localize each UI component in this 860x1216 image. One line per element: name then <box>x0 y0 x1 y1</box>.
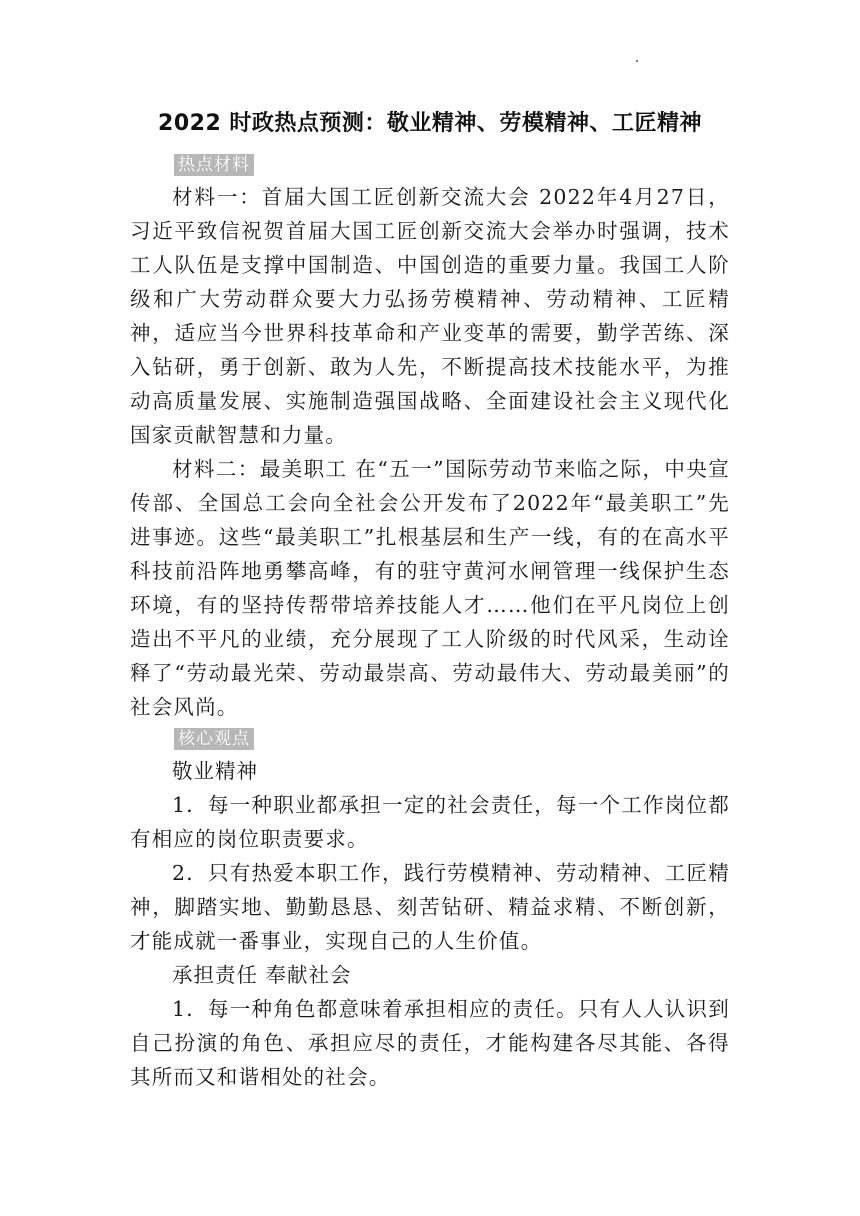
material-one-paragraph <box>130 180 730 452</box>
heading-responsibility: 承担责任 奉献社会 <box>172 963 352 987</box>
point-two: 2．只有热爱本职工作，践行劳模精神、劳动精神、工匠精神，脚踏实地、勤勤恳恳、刻苦钻研、精益求精、不断创新，才能成就一番事业，实现自己的人生价值。 <box>130 861 730 953</box>
material-two-text: 在“五一”国际劳动节来临之际，中央宣传部、全国总工会向全社会公开发布了2022年“最美职工”先进事迹。这些“最美职工”扎根基层和生产一线，有的在高水平科技前沿阵地勇攀高峰，有的驻守黄河水闸管理一线保护生态环境，有的坚持传帮带培养技能人才……他们在平凡岗位上创造出不平凡的业绩，充分展现了工人阶级的时代风采，生动诠释了“劳动最光荣、劳动最崇高、劳动最伟大、劳动最美丽”的社会风尚。 <box>130 457 730 719</box>
point-three: 1．每一种角色都意味着承担相应的责任。只有人人认识到自己扮演的角色、承担应尽的责任，才能构建各尽其能、各得其所而又和谐相处的社会。 <box>130 997 730 1089</box>
material-two-paragraph <box>130 452 730 724</box>
tag-hot-material: 热点材料 <box>174 154 254 176</box>
heading-dedication: 敬业精神 <box>172 759 258 783</box>
material-one-lead: 材料一：首届大国工匠创新交流大会 <box>172 185 531 209</box>
point-one: 1．每一种职业都承担一定的社会责任，每一个工作岗位都有相应的岗位职责要求。 <box>130 793 730 851</box>
material-two-lead: 材料二：最美职工 <box>172 457 348 481</box>
document-body <box>130 150 730 1094</box>
material-one-text: 2022年4月27日，习近平致信祝贺首届大国工匠创新交流大会举办时强调，技术工人队伍是支撑中国制造、中国创造的重要力量。我国工人阶级和广大劳动群众要大力弘扬劳模精神、劳动精神、工匠精神，适应当今世界科技革命和产业变革的需要，勤学苦练、深入钻研，勇于创新、敢为人先，不断提高技术技能水平，为推动高质量发展、实施制造强国战略、全面建设社会主义现代化国家贡献智慧和力量。 <box>130 185 730 447</box>
dot-mark <box>636 60 638 62</box>
page-title: 2022 时政热点预测：敬业精神、劳模精神、工匠精神 <box>158 111 702 136</box>
tag-core-view: 核心观点 <box>174 728 254 750</box>
